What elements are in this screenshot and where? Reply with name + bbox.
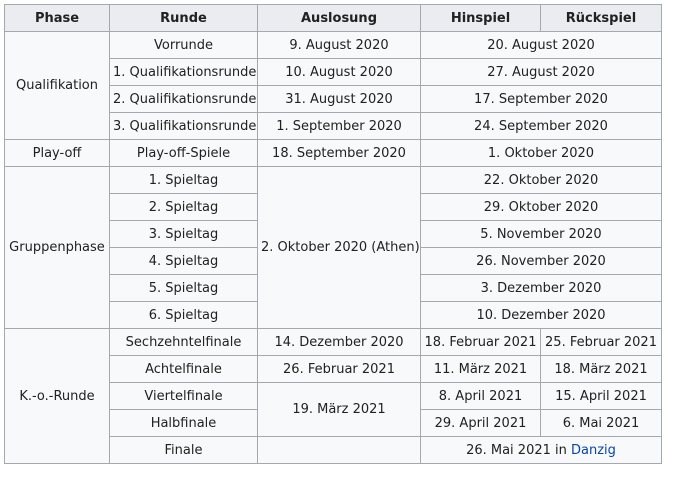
auslosung-cell: 9. August 2020 bbox=[258, 32, 421, 59]
runde-cell: 1. Spieltag bbox=[110, 167, 258, 194]
auslosung-cell: 14. Dezember 2020 bbox=[258, 329, 421, 356]
spiel-cell: 5. November 2020 bbox=[421, 221, 662, 248]
auslosung-cell: 18. September 2020 bbox=[258, 140, 421, 167]
spiel-cell: 3. Dezember 2020 bbox=[421, 275, 662, 302]
auslosung-cell: 19. März 2021 bbox=[258, 383, 421, 437]
auslosung-cell bbox=[258, 437, 421, 464]
header-auslosung: Auslosung bbox=[258, 5, 421, 32]
runde-cell: Play-off-Spiele bbox=[110, 140, 258, 167]
phase-cell-playoff: Play-off bbox=[5, 140, 110, 167]
header-rueckspiel: Rückspiel bbox=[541, 5, 662, 32]
runde-cell: 3. Qualifikationsrunde bbox=[110, 113, 258, 140]
runde-cell: Finale bbox=[110, 437, 258, 464]
header-hinspiel: Hinspiel bbox=[421, 5, 541, 32]
spiel-cell: 22. Oktober 2020 bbox=[421, 167, 662, 194]
runde-cell: 3. Spieltag bbox=[110, 221, 258, 248]
runde-cell: 6. Spieltag bbox=[110, 302, 258, 329]
auslosung-cell: 31. August 2020 bbox=[258, 86, 421, 113]
runde-cell: 2. Spieltag bbox=[110, 194, 258, 221]
hinspiel-cell: 11. März 2021 bbox=[421, 356, 541, 383]
spiel-cell: 10. Dezember 2020 bbox=[421, 302, 662, 329]
auslosung-cell: 1. September 2020 bbox=[258, 113, 421, 140]
schedule-table bbox=[4, 4, 662, 464]
runde-cell: 1. Qualifikationsrunde bbox=[110, 59, 258, 86]
table-row bbox=[5, 32, 662, 59]
spiel-cell: 1. Oktober 2020 bbox=[421, 140, 662, 167]
spiel-cell: 26. November 2020 bbox=[421, 248, 662, 275]
runde-cell: Vorrunde bbox=[110, 32, 258, 59]
runde-cell: Achtelfinale bbox=[110, 356, 258, 383]
spiel-cell: 29. Oktober 2020 bbox=[421, 194, 662, 221]
spiel-cell: 20. August 2020 bbox=[421, 32, 662, 59]
header-phase: Phase bbox=[5, 5, 110, 32]
danzig-link[interactable]: Danzig bbox=[571, 442, 616, 458]
runde-cell: Viertelfinale bbox=[110, 383, 258, 410]
auslosung-cell: 10. August 2020 bbox=[258, 59, 421, 86]
table-row bbox=[5, 140, 662, 167]
table-row bbox=[5, 167, 662, 194]
spiel-cell: 24. September 2020 bbox=[421, 113, 662, 140]
hinspiel-cell: 18. Februar 2021 bbox=[421, 329, 541, 356]
phase-cell-qualifikation: Qualifikation bbox=[5, 32, 110, 140]
phase-cell-ko: K.-o.-Runde bbox=[5, 329, 110, 464]
rueckspiel-cell: 18. März 2021 bbox=[541, 356, 662, 383]
header-row bbox=[5, 5, 662, 32]
auslosung-cell: 26. Februar 2021 bbox=[258, 356, 421, 383]
spiel-cell: 27. August 2020 bbox=[421, 59, 662, 86]
runde-cell: 4. Spieltag bbox=[110, 248, 258, 275]
runde-cell: 5. Spieltag bbox=[110, 275, 258, 302]
finale-date: 26. Mai 2021 bbox=[466, 442, 551, 458]
header-runde: Runde bbox=[110, 5, 258, 32]
runde-cell: Halbfinale bbox=[110, 410, 258, 437]
runde-cell: 2. Qualifikationsrunde bbox=[110, 86, 258, 113]
spiel-cell bbox=[421, 437, 662, 464]
hinspiel-cell: 8. April 2021 bbox=[421, 383, 541, 410]
phase-cell-gruppenphase: Gruppenphase bbox=[5, 167, 110, 329]
rueckspiel-cell: 25. Februar 2021 bbox=[541, 329, 662, 356]
auslosung-cell: 2. Oktober 2020 (Athen) bbox=[258, 167, 421, 329]
rueckspiel-cell: 15. April 2021 bbox=[541, 383, 662, 410]
runde-cell: Sechzehntelfinale bbox=[110, 329, 258, 356]
table-row bbox=[5, 329, 662, 356]
rueckspiel-cell: 6. Mai 2021 bbox=[541, 410, 662, 437]
spiel-cell: 17. September 2020 bbox=[421, 86, 662, 113]
hinspiel-cell: 29. April 2021 bbox=[421, 410, 541, 437]
finale-in-text: in bbox=[550, 442, 572, 458]
